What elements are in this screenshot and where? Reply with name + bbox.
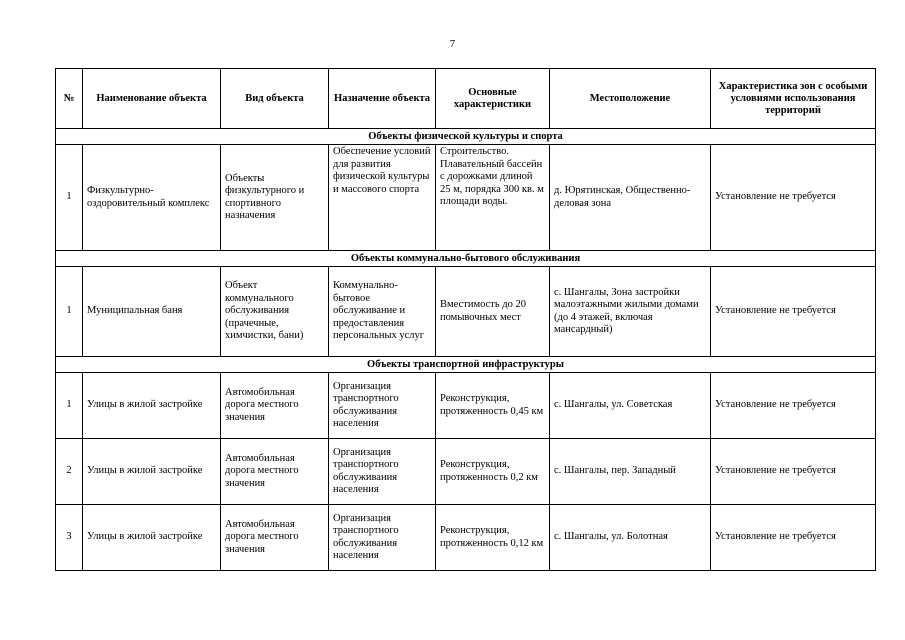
section-title: Объекты коммунально-бытового обслуживания [56,251,876,267]
cell-num: 3 [56,505,83,571]
header-zones: Характеристика зон с особыми условиями использования территорий [711,69,876,129]
table-row [56,505,876,571]
cell-type: Автомобильная дорога местного значения [221,439,329,505]
section-title: Объекты транспортной инфраструктуры [56,357,876,373]
cell-purpose: Организация транспортного обслуживания населения [329,505,436,571]
cell-type: Автомобильная дорога местного значения [221,505,329,571]
cell-location: с. Шангалы, пер. Западный [550,439,711,505]
section-heading-transport [56,357,876,373]
header-num: № [56,69,83,129]
cell-num: 1 [56,267,83,357]
table-row [56,373,876,439]
section-title: Объекты физической культуры и спорта [56,129,876,145]
cell-characteristics: Вместимость до 20 помывочных мест [436,267,550,357]
table-row [56,145,876,251]
cell-location: д. Юрятинская, Общественно-деловая зона [550,145,711,251]
cell-purpose: Организация транспортного обслуживания населения [329,373,436,439]
cell-name: Улицы в жилой застройке [83,373,221,439]
header-type: Вид объекта [221,69,329,129]
cell-purpose: Организация транспортного обслуживания населения [329,439,436,505]
cell-characteristics: Строительство. Плавательный бассейн с дорожками длиной 25 м, порядка 300 кв. м площади воды. [436,145,550,251]
objects-table [55,68,876,571]
section-heading-communal [56,251,876,267]
table-row [56,439,876,505]
cell-zones: Установление не требуется [711,505,876,571]
header-name: Наименование объекта [83,69,221,129]
cell-name: Физкультурно-оздоровительный комплекс [83,145,221,251]
cell-location: с. Шангалы, ул. Советская [550,373,711,439]
cell-name: Улицы в жилой застройке [83,439,221,505]
cell-name: Улицы в жилой застройке [83,505,221,571]
cell-type: Объекты физкультурного и спортивного назначения [221,145,329,251]
cell-characteristics: Реконструкция, протяженность 0,45 км [436,373,550,439]
cell-purpose: Коммунально-бытовое обслуживание и предоставления персональных услуг [329,267,436,357]
cell-name: Муниципальная баня [83,267,221,357]
cell-location: с. Шангалы, Зона застройки малоэтажными жилыми домами (до 4 этажей, включая мансардный) [550,267,711,357]
cell-zones: Установление не требуется [711,267,876,357]
cell-characteristics: Реконструкция, протяженность 0,2 км [436,439,550,505]
cell-purpose: Обеспечение условий для развития физической культуры и массового спорта [329,145,436,251]
cell-zones: Установление не требуется [711,145,876,251]
page-number: 7 [449,38,456,50]
cell-location: с. Шангалы, ул. Болотная [550,505,711,571]
cell-type: Автомобильная дорога местного значения [221,373,329,439]
cell-num: 1 [56,145,83,251]
cell-characteristics: Реконструкция, протяженность 0,12 км [436,505,550,571]
header-characteristics: Основные характеристики [436,69,550,129]
table-row [56,267,876,357]
cell-num: 1 [56,373,83,439]
header-row [56,69,876,129]
cell-zones: Установление не требуется [711,439,876,505]
cell-num: 2 [56,439,83,505]
section-heading-sport [56,129,876,145]
cell-zones: Установление не требуется [711,373,876,439]
header-purpose: Назначение объекта [329,69,436,129]
cell-type: Объект коммунального обслуживания (прачечные, химчистки, бани) [221,267,329,357]
header-location: Местоположение [550,69,711,129]
